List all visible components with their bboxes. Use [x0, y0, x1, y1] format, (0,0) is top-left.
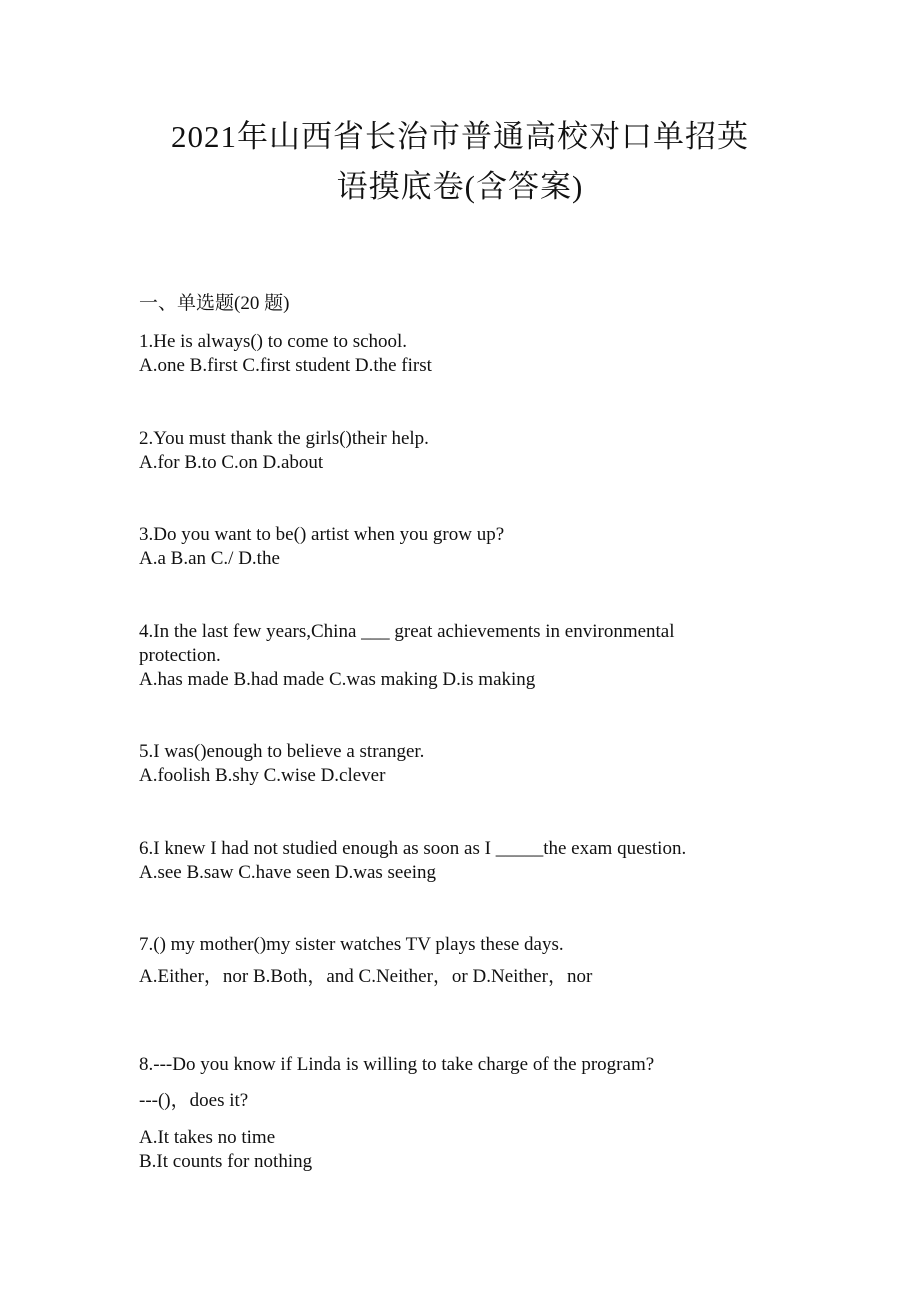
question-1-options: A.one B.first C.first student D.the first	[139, 355, 432, 376]
question-5-text: 5.I was()enough to believe a stranger.	[139, 741, 425, 762]
question-4-text: 4.In the last few years,China ___ great achievements in environmental	[139, 621, 675, 642]
question-8-text: 8.---Do you know if Linda is willing to take charge of the program?	[139, 1054, 655, 1075]
question-1-text: 1.He is always() to come to school.	[139, 331, 408, 352]
question-8-option-b: B.It counts for nothing	[139, 1151, 313, 1172]
question-6-text: 6.I knew I had not studied enough as soon as I _____the exam question.	[139, 838, 687, 859]
question-8-option-a: A.It takes no time	[139, 1127, 276, 1148]
question-3-text: 3.Do you want to be() artist when you grow up?	[139, 524, 505, 545]
question-3-options: A.a B.an C./ D.the	[139, 548, 280, 569]
section-heading: 一、单选题(20 题)	[139, 293, 290, 314]
page-title-line-2: 语摸底卷(含答案)	[336, 169, 584, 204]
question-2-options: A.for B.to C.on D.about	[139, 452, 324, 473]
question-5-options: A.foolish B.shy C.wise D.clever	[139, 765, 386, 786]
question-7-text: 7.() my mother()my sister watches TV plays these days.	[139, 934, 564, 955]
question-4-text-continued: protection.	[139, 645, 221, 666]
question-4-options: A.has made B.had made C.was making D.is making	[139, 669, 536, 690]
question-6-options: A.see B.saw C.have seen D.was seeing	[139, 862, 437, 883]
page-title-line-1: 2021年山西省长治市普通高校对口单招英	[171, 119, 749, 154]
question-8-reply: ---()，does it?	[139, 1090, 249, 1111]
question-7-options: A.Either，nor B.Both，and C.Neither，or D.Neither，nor	[139, 966, 593, 987]
question-2-text: 2.You must thank the girls()their help.	[139, 428, 429, 449]
